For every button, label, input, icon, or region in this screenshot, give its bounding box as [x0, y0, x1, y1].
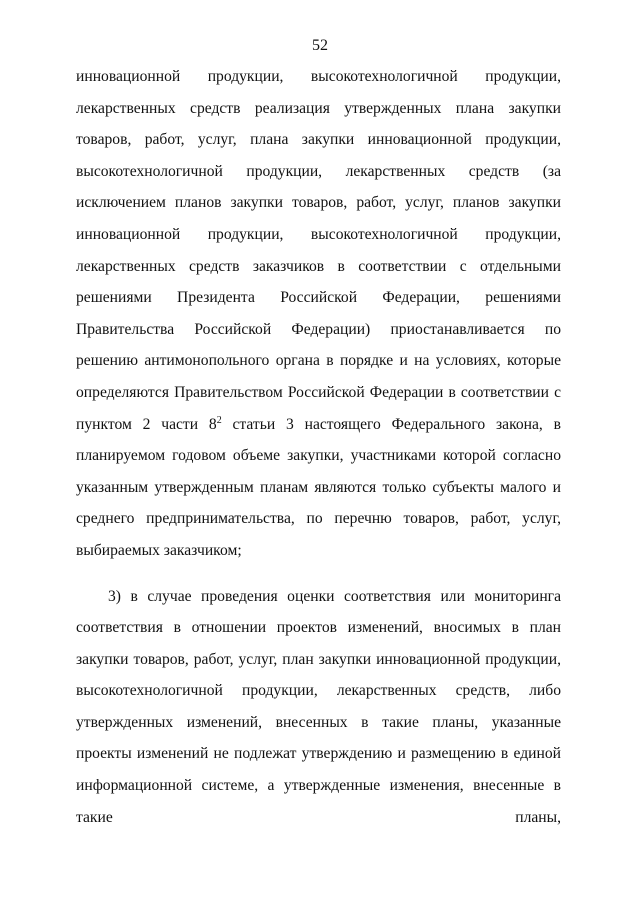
paragraph-text-continued: статьи 3 настоящего Федерального закона, в планируемом годовом объеме закупки, участниками которой согласно указанным утвержденным планам являются только субъекты малого и среднего предпринимательства, по перечню товаров, работ, услуг, выбираемых заказчиком;: [76, 415, 561, 559]
paragraph-continued: [76, 61, 561, 567]
document-body: [76, 61, 561, 833]
superscript: 2: [216, 414, 222, 426]
paragraph-item-3: 3) в случае проведения оценки соответствия или мониторинга соответствия в отношении проектов изменений, вносимых в план закупки товаров, работ, услуг, план закупки инновационной продукции, высокотехнологичной продукции, лекарственных средств, либо утвержденных изменений, внесенных в такие планы, указанные проекты изменений не подлежат утверждению и размещению в единой информационной системе, а утвержденные изменения, внесенные в такие планы,: [76, 587, 561, 826]
paragraph-text: инновационной продукции, высокотехнологичной продукции, лекарственных средств реализация утвержденных плана закупки товаров, работ, услуг, плана закупки инновационной продукции, высокотехнологичной продукции, лекарственных средств (за исключением планов закупки товаров, работ, услуг, планов закупки инновационной продукции, высокотехнологичной продукции, лекарственных средств заказчиков в соответствии с отдельными решениями Президента Российской Федерации, решениями Правительства Российской Федерации) приостанавливается по решению антимонопольного органа в порядке и на условиях, которые определяются Правительством Российской Федерации в соответствии с пунктом 2 части 8: [76, 68, 561, 433]
page-number: 52: [312, 37, 328, 54]
